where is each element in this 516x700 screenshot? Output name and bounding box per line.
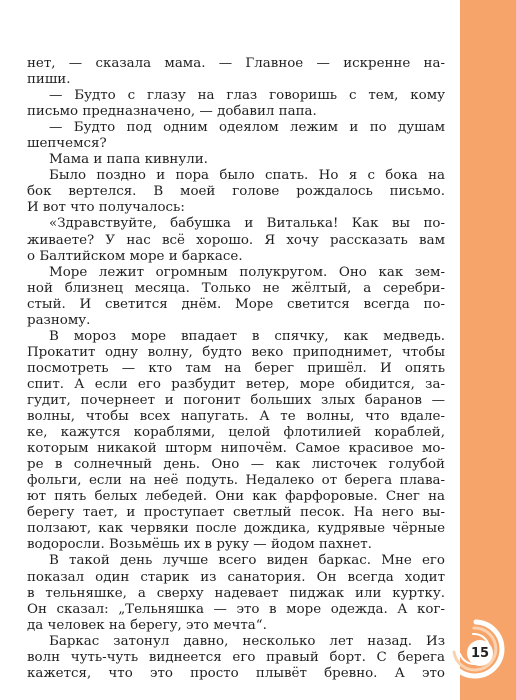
- text-line: И вот что получалось:: [27, 200, 185, 216]
- text-line: нет, — сказала мама. — Главное — искренне на-: [27, 56, 445, 71]
- text-line: да человек на берегу, это мечта“.: [27, 617, 267, 633]
- text-line: письмо предназначено, — добавил папа.: [27, 104, 317, 120]
- side-color-band: [460, 0, 516, 700]
- text-line: посмотреть — кто там на берег пришёл. И опять: [27, 360, 445, 376]
- text-line: пиши.: [27, 72, 71, 88]
- page-number: 15: [467, 640, 493, 666]
- text-line: ной близнец месяца. Только не жёлтый, а серебри-: [27, 280, 445, 296]
- text-line: водоросли. Возьмёшь их в руку — йодом пахнет.: [27, 537, 372, 553]
- text-line: волн чуть-чуть виднеется его правый борт. С берега: [27, 649, 445, 665]
- text-line: В мороз море впадает в спячку, как медведь.: [49, 328, 445, 344]
- text-line: которым никакой шторм нипочём. Самое красивое мо-: [27, 441, 445, 457]
- text-line: о Балтийском море и баркасе.: [27, 248, 243, 264]
- text-line: Он сказал: „Тельняшка — это в море одежда. А ког-: [27, 601, 445, 617]
- text-line: разному.: [27, 312, 91, 328]
- text-line: Было поздно и пора было спать. Но я с бока на: [49, 168, 445, 184]
- text-line: стый. И светится днём. Море светится всегда по-: [27, 296, 445, 312]
- text-line: шепчемся?: [27, 136, 107, 152]
- text-line: ке, кажутся кораблями, целой флотилией кораблей,: [27, 425, 445, 441]
- text-line: спит. А если его разбудит ветер, море обидится, за-: [27, 376, 445, 392]
- text-line: ре в солнечный день. Оно — как листочек голубой: [27, 457, 445, 473]
- text-line: гудит, почернеет и погонит больших злых баранов —: [27, 392, 445, 408]
- text-line: в тельняшке, а сверху надевает пиджак или куртку.: [27, 585, 445, 601]
- text-line: Море лежит огромным полукругом. Оно как зем-: [49, 264, 445, 280]
- text-line: Баркас затонул давно, несколько лет назад. Из: [49, 633, 445, 649]
- text-line: Прокатит одну волну, будто веко приподнимет, чтобы: [27, 344, 445, 360]
- text-line: ползают, как червяки после дождика, кудрявые чёрные: [27, 521, 445, 537]
- text-line: — Будто под одним одеялом лежим и по душам: [49, 120, 445, 136]
- body-text: [27, 56, 445, 682]
- text-line: бок вертелся. В моей голове рождалось письмо.: [27, 184, 445, 200]
- text-line: берегу тает, и проступает светлый песок. На него вы-: [27, 505, 445, 521]
- text-line: ют пять белых лебедей. Они как фарфоровые. Снег на: [27, 489, 445, 505]
- text-line: «Здравствуйте, бабушка и Виталька! Как вы по-: [49, 216, 445, 232]
- text-line: Мама и папа кивнули.: [49, 152, 208, 168]
- text-line: показал один старик из санатория. Он всегда ходит: [27, 569, 445, 585]
- text-line: волны, чтобы всех напугать. А те волны, что вдале-: [27, 409, 445, 425]
- text-line: живаете? У нас всё хорошо. Я хочу рассказать вам: [27, 232, 445, 248]
- text-line: В такой день лучше всего виден баркас. Мне его: [49, 553, 445, 569]
- text-line: кажется, что это просто плывёт бревно. А это: [27, 665, 445, 681]
- text-line: фольги, если на неё подуть. Недалеко от берега плава-: [27, 473, 445, 489]
- text-line: — Будто с глазу на глаз говоришь с тем, кому: [49, 88, 445, 104]
